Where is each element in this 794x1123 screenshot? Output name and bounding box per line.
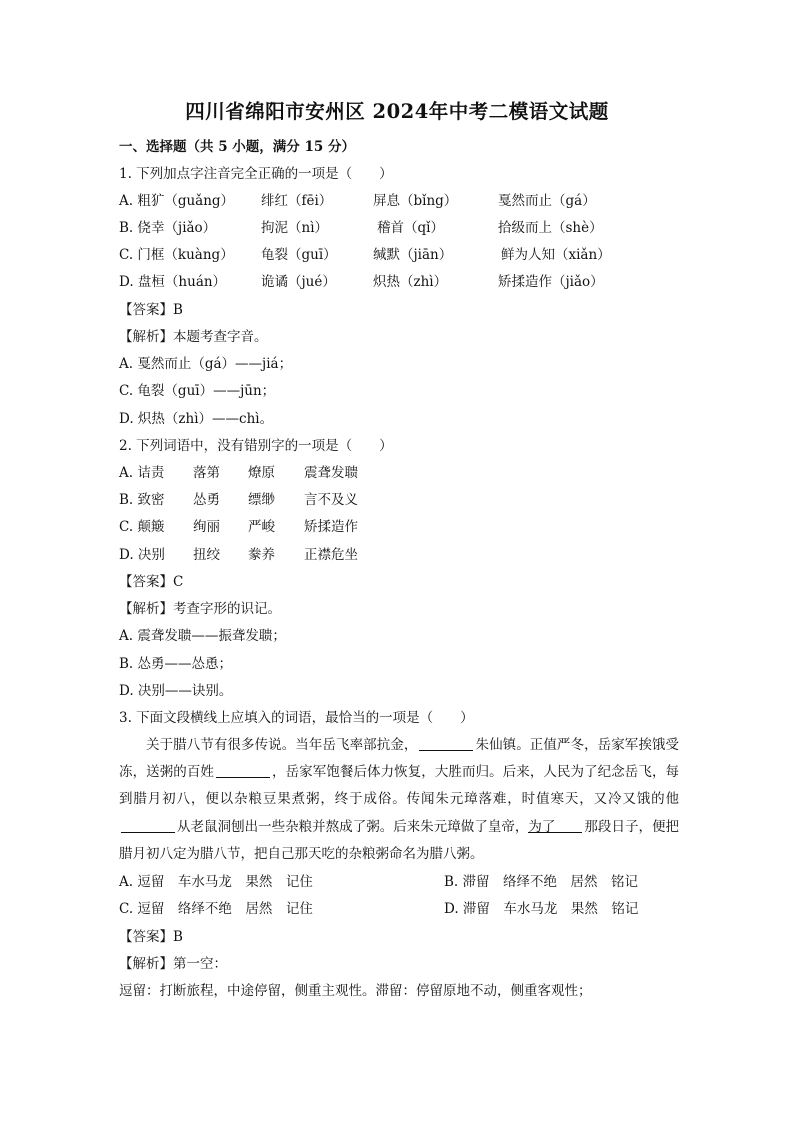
question-3-option: C. 逗留 络绎不绝 居然 记住 (119, 901, 313, 917)
question-3-option: A. 逗留 车水马龙 果然 记住 (119, 874, 313, 890)
option-cell: 豢养 (248, 547, 275, 563)
option-cell: 炽热（zhì） (373, 274, 448, 290)
question-3-option: D. 滞留 车水马龙 果然 铭记 (444, 901, 639, 917)
option-cell: 正襟危坐 (304, 547, 358, 563)
question-3-passage (119, 732, 679, 868)
fill-blank (121, 818, 175, 833)
option-cell: 严峻 (248, 519, 275, 535)
option-cell: 燎原 (248, 465, 275, 481)
option-cell: 屏息（bǐng） (373, 193, 458, 209)
passage-text: 从老鼠洞刨出一些杂粮并熬成了粥。后来朱元璋做了皇帝，为了 (177, 818, 556, 835)
option-cell: B. 侥幸（jiǎo） (119, 220, 217, 236)
option-cell: 怂勇 (193, 492, 220, 508)
option-cell: C. 颠簸 (119, 519, 165, 535)
section-heading: 一、选择题（共 5 小题，满分 15 分） (119, 139, 355, 155)
option-cell: 扭绞 (193, 547, 220, 563)
answer-label: 【答案】B (119, 302, 183, 318)
option-cell: 震聋发聩 (304, 465, 358, 481)
analysis-line: 逗留：打断旅程，中途停留，侧重主观性。滞留：停留原地不动，侧重客观性； (119, 983, 592, 999)
analysis-line: D. 炽热（zhì）——chì。 (119, 411, 274, 427)
fill-blank (528, 818, 582, 833)
option-cell: 拾级而上（shè） (498, 220, 603, 236)
analysis-line: C. 龟裂（guī）——jūn； (119, 383, 276, 399)
option-cell: 缄默（jiān） (373, 247, 453, 263)
option-cell: A. 粗犷（guǎng） (119, 193, 235, 209)
option-cell: 言不及义 (304, 492, 358, 508)
question-3-stem: 3. 下面文段横线上应填入的词语，最恰当的一项是（ ） (119, 710, 474, 726)
analysis-line: 【解析】本题考查字音。 (119, 329, 268, 345)
fill-blank (216, 763, 270, 778)
passage-text: ，岳家军饱餐后体力恢复，大胜而归。后来，人民为了纪念岳飞，每到腊月初八，便以杂粮豆果煮粥，终于成俗。传闻朱元璋落难，时值寒天，又冷又饿的他 (119, 764, 680, 808)
option-cell: 诡谲（jué） (261, 274, 336, 290)
analysis-line: A. 震聋发聩——振聋发聩； (119, 628, 286, 644)
option-cell: C. 门框（kuàng） (119, 247, 234, 263)
question-1-stem: 1. 下列加点字注音完全正确的一项是（ ） (119, 166, 393, 182)
option-cell: 拘泥（nì） (261, 220, 329, 236)
passage-text: 朱仙镇。正值严冬，岳家军挨饿受冻，送粥的百姓 (119, 737, 680, 781)
passage-text: 那段日子，便把腊月初八定为腊八节，把自己那天吃的杂粮粥命名为腊八粥。 (119, 818, 680, 862)
question-3-option: B. 滞留 络绎不绝 居然 铭记 (444, 874, 639, 890)
option-cell: D. 盘桓（huán） (119, 274, 227, 290)
page-title: 四川省绵阳市安州区 2024年中考二模语文试题 (185, 100, 609, 123)
fill-blank (419, 736, 473, 751)
analysis-line: 【解析】考查字形的识记。 (119, 601, 281, 617)
option-cell: 缥缈 (248, 492, 275, 508)
analysis-line: 【解析】第一空： (119, 956, 227, 972)
option-cell: 落第 (193, 465, 220, 481)
option-cell: 稽首（qǐ） (377, 220, 444, 236)
passage-text: 关于腊八节有很多传说。当年岳飞率部抗金， (146, 737, 418, 753)
analysis-line: D. 决别——诀别。 (119, 683, 233, 699)
option-cell: 矫揉造作（jiǎo） (498, 274, 604, 290)
answer-label: 【答案】C (119, 574, 184, 590)
analysis-line: A. 戛然而止（gá）——jiá； (119, 356, 293, 372)
option-cell: 龟裂（guī） (261, 247, 337, 263)
answer-label: 【答案】B (119, 929, 183, 945)
option-cell: 绯红（fēi） (261, 193, 333, 209)
analysis-line: B. 怂勇——怂恿； (119, 656, 233, 672)
option-cell: 戛然而止（gá） (498, 193, 596, 209)
option-cell: B. 致密 (119, 492, 165, 508)
question-2-stem: 2. 下列词语中，没有错别字的一项是（ ） (119, 438, 393, 454)
option-cell: 矫揉造作 (304, 519, 358, 535)
option-cell: D. 决别 (119, 547, 165, 563)
option-cell: 鲜为人知（xiǎn） (501, 247, 611, 263)
option-cell: 绚丽 (193, 519, 220, 535)
option-cell: A. 诘责 (119, 465, 165, 481)
